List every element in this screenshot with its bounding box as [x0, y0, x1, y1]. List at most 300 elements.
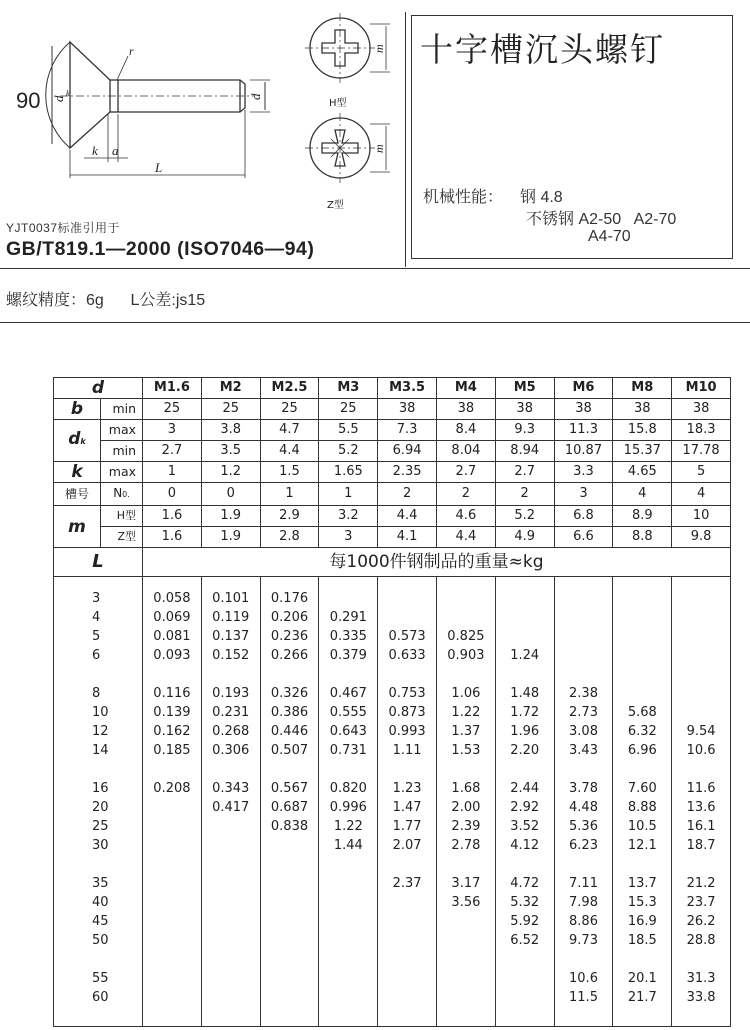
tolerance-rule — [0, 322, 750, 323]
weight-value — [378, 760, 436, 779]
dk-letter: d — [68, 429, 81, 449]
slot-cell: 3 — [554, 483, 613, 506]
weight-value: 0.268 — [212, 724, 250, 739]
weight-value: 0.335 — [329, 629, 367, 644]
weight-value — [613, 627, 671, 646]
weight-value — [202, 874, 260, 893]
weight-value — [143, 836, 201, 855]
weight-value: 21.2 — [686, 876, 716, 891]
dk-min-cell: 8.94 — [495, 441, 554, 462]
weight-value: 0.343 — [212, 781, 250, 796]
weight-value: 13.6 — [686, 800, 716, 815]
length-value: 5 — [92, 629, 101, 644]
m-h-cell: 1.6 — [143, 506, 202, 527]
dk-max-cell: 11.3 — [554, 420, 613, 441]
weight-value — [319, 931, 377, 950]
m-h-cell: 8.9 — [613, 506, 672, 527]
weight-value — [143, 855, 201, 874]
row-caption — [54, 548, 731, 577]
weight-value: 1.44 — [333, 838, 363, 853]
weight-caption: 每1000件钢制品的重量≈kg — [143, 548, 731, 577]
slot-cell: 1 — [260, 483, 319, 506]
weight-value: 18.5 — [627, 933, 657, 948]
weight-value: 0.137 — [212, 629, 250, 644]
weight-value — [672, 665, 730, 684]
title-box — [411, 15, 733, 259]
weight-value — [261, 874, 319, 893]
weight-value: 16.9 — [627, 914, 657, 929]
weight-value: 9.73 — [569, 933, 598, 948]
dk-max-cell: 15.8 — [613, 420, 672, 441]
length-value — [92, 665, 142, 684]
weight-value: 0.119 — [212, 610, 250, 625]
k-symbol: k — [54, 462, 101, 483]
weight-value — [319, 665, 377, 684]
length-value — [92, 855, 142, 874]
a-label: a — [112, 143, 119, 158]
dk-max-cell: 9.3 — [495, 420, 554, 441]
m-z-cell: 1.9 — [201, 527, 260, 548]
standard-reference: YJT0037标准引用于 — [6, 221, 121, 235]
b-cell: 38 — [378, 399, 437, 420]
b-cell: 25 — [319, 399, 378, 420]
weight-value: 0.236 — [270, 629, 309, 644]
weight-value — [261, 950, 319, 969]
weight-value — [437, 760, 495, 779]
weight-value: 11.6 — [686, 781, 716, 796]
weight-value — [437, 589, 495, 608]
m-z-cell: 8.8 — [613, 527, 672, 548]
size-cell: M2 — [201, 378, 260, 399]
weight-value: 0.208 — [153, 781, 191, 796]
size-cell: M4 — [437, 378, 496, 399]
weight-value — [555, 608, 613, 627]
weight-value — [496, 627, 554, 646]
length-value: 10 — [92, 705, 109, 720]
weight-value — [555, 646, 613, 665]
spec-table — [53, 377, 731, 1027]
weight-value — [496, 988, 554, 1007]
m-z-cell: 4.9 — [495, 527, 554, 548]
weight-value: 4.72 — [510, 876, 540, 891]
max-label: max — [101, 420, 143, 441]
weight-column — [260, 577, 319, 1027]
row-k — [54, 462, 731, 483]
slot-cell: 0 — [201, 483, 260, 506]
weight-value: 2.38 — [569, 686, 598, 701]
dk-max-cell: 3.8 — [201, 420, 260, 441]
weight-value — [202, 836, 260, 855]
min-label: min — [101, 399, 143, 420]
length-value: 45 — [92, 914, 109, 929]
weight-value — [672, 703, 730, 722]
weight-value — [613, 665, 671, 684]
weight-value — [672, 684, 730, 703]
m-symbol: m — [54, 506, 101, 548]
weight-value — [202, 950, 260, 969]
slot-cell: 2 — [495, 483, 554, 506]
dk-label: d — [51, 95, 66, 102]
weight-column — [437, 577, 496, 1027]
weight-value: 3.52 — [510, 819, 540, 834]
dk-min-cell: 6.94 — [378, 441, 437, 462]
weight-value: 2.73 — [569, 705, 598, 720]
weight-value: 0.838 — [270, 819, 309, 834]
z-type-label: Z型 — [101, 527, 143, 548]
weight-value — [496, 589, 554, 608]
weight-value: 7.11 — [569, 876, 598, 891]
size-cell: M5 — [495, 378, 554, 399]
length-value: 6 — [92, 648, 101, 663]
d-symbol: d — [54, 378, 143, 399]
slot-cell: 1 — [319, 483, 378, 506]
weight-column — [554, 577, 613, 1027]
weight-value: 2.07 — [392, 838, 422, 853]
weight-value — [261, 988, 319, 1007]
weight-value — [555, 627, 613, 646]
weight-column — [495, 577, 554, 1027]
weight-column — [319, 577, 378, 1027]
weight-value: 0.643 — [329, 724, 367, 739]
weight-value: 0.058 — [153, 591, 191, 606]
dk-max-cell: 3 — [143, 420, 202, 441]
weight-value: 1.11 — [392, 743, 422, 758]
b-cell: 38 — [495, 399, 554, 420]
weight-column — [143, 577, 202, 1027]
weight-value — [143, 760, 201, 779]
length-value: 50 — [92, 933, 109, 948]
m-h-cell: 6.8 — [554, 506, 613, 527]
weight-value — [378, 893, 436, 912]
weight-value — [261, 931, 319, 950]
dk-sub: k — [66, 89, 70, 98]
weight-value — [555, 950, 613, 969]
dk-max-cell: 7.3 — [378, 420, 437, 441]
size-cell: M8 — [613, 378, 672, 399]
dk-min-cell: 4.4 — [260, 441, 319, 462]
slot-cell: 2 — [437, 483, 496, 506]
weight-value: 1.68 — [451, 781, 481, 796]
mech-label: 机械性能： — [423, 189, 504, 206]
weight-body — [54, 577, 731, 1027]
weight-value: 0.555 — [329, 705, 367, 720]
weight-value — [496, 760, 554, 779]
m-h-cell: 1.9 — [201, 506, 260, 527]
weight-value: 10.6 — [569, 971, 598, 986]
weight-value: 10.5 — [627, 819, 657, 834]
size-cell: M10 — [672, 378, 731, 399]
length-value: 4 — [92, 610, 101, 625]
weight-value: 0.825 — [447, 629, 485, 644]
weight-value: 20.1 — [627, 971, 657, 986]
weight-value — [437, 855, 495, 874]
weight-value: 7.60 — [627, 781, 657, 796]
weight-value: 28.8 — [686, 933, 716, 948]
weight-value: 21.7 — [627, 990, 657, 1005]
weight-value — [143, 817, 201, 836]
weight-value: 5.68 — [627, 705, 657, 720]
weight-value: 1.22 — [333, 819, 363, 834]
weight-value — [378, 665, 436, 684]
weight-value: 0.446 — [270, 724, 309, 739]
weight-value — [555, 855, 613, 874]
weight-value: 23.7 — [686, 895, 716, 910]
screw-drawing — [0, 0, 405, 215]
row-b — [54, 399, 731, 420]
weight-value — [202, 893, 260, 912]
dk-min-cell: 3.5 — [201, 441, 260, 462]
weight-value: 0.573 — [388, 629, 426, 644]
dk-min-cell: 5.2 — [319, 441, 378, 462]
weight-value: 0.306 — [212, 743, 250, 758]
weight-value: 3.43 — [569, 743, 598, 758]
weight-value: 4.12 — [510, 838, 540, 853]
weight-value: 0.873 — [388, 705, 426, 720]
weight-value: 0.152 — [212, 648, 250, 663]
weight-value — [143, 969, 201, 988]
dk-symbol — [54, 420, 101, 462]
weight-value — [143, 912, 201, 931]
weight-value: 0.379 — [329, 648, 367, 663]
weight-value — [261, 760, 319, 779]
weight-value: 1.06 — [451, 686, 481, 701]
row-m-h — [54, 506, 731, 527]
tolerance-line: 螺纹精度：6g L公差:js15 — [6, 292, 206, 309]
weight-value: 26.2 — [686, 914, 716, 929]
weight-value: 5.92 — [510, 914, 540, 929]
weight-value — [202, 931, 260, 950]
m-label-z: m — [372, 144, 386, 153]
slot-cell: 4 — [613, 483, 672, 506]
weight-value — [319, 969, 377, 988]
weight-column — [201, 577, 260, 1027]
angle-label: 90 — [16, 88, 41, 113]
weight-value — [378, 969, 436, 988]
weight-value: 0.996 — [329, 800, 367, 815]
weight-value — [143, 798, 201, 817]
weight-value: 1.24 — [510, 648, 540, 663]
weight-value — [143, 874, 201, 893]
h-type-label: H型 — [329, 98, 347, 109]
weight-value: 4.48 — [569, 800, 598, 815]
no-subscript: 0. — [122, 490, 130, 499]
length-value: 60 — [92, 990, 109, 1005]
slot-cell: 0 — [143, 483, 202, 506]
weight-value — [613, 760, 671, 779]
weight-value — [202, 988, 260, 1007]
weight-value: 31.3 — [686, 971, 716, 986]
weight-value — [143, 988, 201, 1007]
weight-value: 0.116 — [153, 686, 191, 701]
L-label: L — [155, 160, 163, 175]
dk-subscript: k — [80, 437, 86, 446]
k-cell: 1.5 — [260, 462, 319, 483]
dk-min-cell: 2.7 — [143, 441, 202, 462]
slot-label: 槽号 — [54, 483, 101, 506]
weight-column — [672, 577, 731, 1027]
weight-value — [555, 760, 613, 779]
weight-value — [319, 855, 377, 874]
header-divider — [405, 12, 406, 267]
weight-value — [496, 855, 554, 874]
b-cell: 25 — [201, 399, 260, 420]
row-dk-max — [54, 420, 731, 441]
length-value: 25 — [92, 819, 109, 834]
size-cell: M3.5 — [378, 378, 437, 399]
no-label — [101, 483, 143, 506]
m-z-cell: 1.6 — [143, 527, 202, 548]
standard-number: GB/T819.1—2000 (ISO7046—94) — [6, 238, 315, 260]
weight-value — [143, 950, 201, 969]
weight-value — [437, 912, 495, 931]
weight-value: 0.101 — [212, 591, 250, 606]
weight-value: 6.52 — [510, 933, 540, 948]
weight-value: 0.185 — [153, 743, 191, 758]
weight-value: 3.56 — [451, 895, 481, 910]
length-value: 35 — [92, 876, 109, 891]
weight-value: 0.567 — [270, 781, 309, 796]
m-h-cell: 5.2 — [495, 506, 554, 527]
weight-value — [437, 608, 495, 627]
b-cell: 38 — [613, 399, 672, 420]
weight-value: 2.44 — [510, 781, 540, 796]
weight-value — [202, 912, 260, 931]
weight-value: 6.23 — [569, 838, 598, 853]
weight-value: 2.37 — [392, 876, 422, 891]
k-cell: 2.7 — [437, 462, 496, 483]
row-m-z — [54, 527, 731, 548]
m-label-h: m — [372, 44, 386, 53]
weight-value: 5.32 — [510, 895, 540, 910]
weight-value — [319, 950, 377, 969]
b-cell: 25 — [260, 399, 319, 420]
weight-value — [202, 969, 260, 988]
mech-steel: 钢 4.8 — [520, 189, 563, 206]
weight-value: 0.753 — [388, 686, 426, 701]
d-label: d — [248, 93, 263, 100]
weight-value — [261, 912, 319, 931]
weight-value: 0.193 — [212, 686, 250, 701]
weight-value — [437, 988, 495, 1007]
weight-value — [672, 608, 730, 627]
weight-value — [496, 608, 554, 627]
length-value: 20 — [92, 800, 109, 815]
weight-value: 7.98 — [569, 895, 598, 910]
weight-value: 5.36 — [569, 819, 598, 834]
weight-value — [437, 950, 495, 969]
weight-value: 1.23 — [392, 781, 422, 796]
length-value: 55 — [92, 971, 109, 986]
dk-min-cell: 8.04 — [437, 441, 496, 462]
weight-value — [672, 627, 730, 646]
weight-value — [613, 855, 671, 874]
weight-value: 1.53 — [451, 743, 481, 758]
weight-value: 6.32 — [627, 724, 657, 739]
weight-value — [378, 931, 436, 950]
length-value: 14 — [92, 743, 109, 758]
r-label: r — [129, 44, 134, 58]
dk-min-cell: 10.87 — [554, 441, 613, 462]
dk-min-cell: 15.37 — [613, 441, 672, 462]
weight-value — [437, 931, 495, 950]
length-value: 8 — [92, 686, 101, 701]
weight-value — [378, 950, 436, 969]
k-cell: 2.7 — [495, 462, 554, 483]
weight-value — [202, 760, 260, 779]
weight-column — [378, 577, 437, 1027]
weight-value — [261, 855, 319, 874]
weight-value — [319, 760, 377, 779]
size-cell: M6 — [554, 378, 613, 399]
weight-value — [261, 893, 319, 912]
h-type-label: H型 — [101, 506, 143, 527]
weight-value: 2.39 — [451, 819, 481, 834]
weight-value: 0.993 — [388, 724, 426, 739]
k-cell: 4.65 — [613, 462, 672, 483]
weight-value: 2.92 — [510, 800, 540, 815]
weight-value: 0.231 — [212, 705, 250, 720]
weight-value: 9.54 — [686, 724, 716, 739]
weight-value — [496, 950, 554, 969]
weight-value: 0.687 — [270, 800, 309, 815]
weight-value — [319, 893, 377, 912]
slot-cell: 2 — [378, 483, 437, 506]
header-rule — [0, 268, 750, 269]
weight-value: 2.00 — [451, 800, 481, 815]
weight-value: 0.081 — [153, 629, 191, 644]
b-cell: 38 — [554, 399, 613, 420]
weight-value — [613, 646, 671, 665]
weight-value: 1.96 — [510, 724, 540, 739]
m-h-cell: 2.9 — [260, 506, 319, 527]
m-h-cell: 4.4 — [378, 506, 437, 527]
weight-value: 15.3 — [627, 895, 657, 910]
weight-value: 0.176 — [270, 591, 309, 606]
weight-value — [261, 969, 319, 988]
length-column — [54, 577, 143, 1027]
weight-value — [437, 665, 495, 684]
weight-value — [437, 969, 495, 988]
weight-value: 0.093 — [153, 648, 191, 663]
m-h-cell: 10 — [672, 506, 731, 527]
weight-value: 0.633 — [388, 648, 426, 663]
k-cell: 2.35 — [378, 462, 437, 483]
k-label: k — [92, 143, 98, 158]
weight-value: 0.903 — [447, 648, 485, 663]
weight-value: 8.86 — [569, 914, 598, 929]
weight-value — [143, 931, 201, 950]
k-cell: 1.2 — [201, 462, 260, 483]
weight-value: 2.20 — [510, 743, 540, 758]
length-value: 30 — [92, 838, 109, 853]
weight-value: 33.8 — [686, 990, 716, 1005]
max-label: max — [101, 462, 143, 483]
weight-value — [319, 589, 377, 608]
mech-a4: A4-70 — [588, 228, 631, 245]
size-cell: M2.5 — [260, 378, 319, 399]
weight-value: 2.78 — [451, 838, 481, 853]
m-z-cell: 4.1 — [378, 527, 437, 548]
weight-value: 1.22 — [451, 705, 481, 720]
weight-value: 0.507 — [270, 743, 309, 758]
weight-value — [672, 950, 730, 969]
weight-value: 10.6 — [686, 743, 716, 758]
weight-value: 3.17 — [451, 876, 481, 891]
m-z-cell: 9.8 — [672, 527, 731, 548]
weight-value: 0.069 — [153, 610, 191, 625]
m-h-cell: 4.6 — [437, 506, 496, 527]
weight-value — [319, 912, 377, 931]
